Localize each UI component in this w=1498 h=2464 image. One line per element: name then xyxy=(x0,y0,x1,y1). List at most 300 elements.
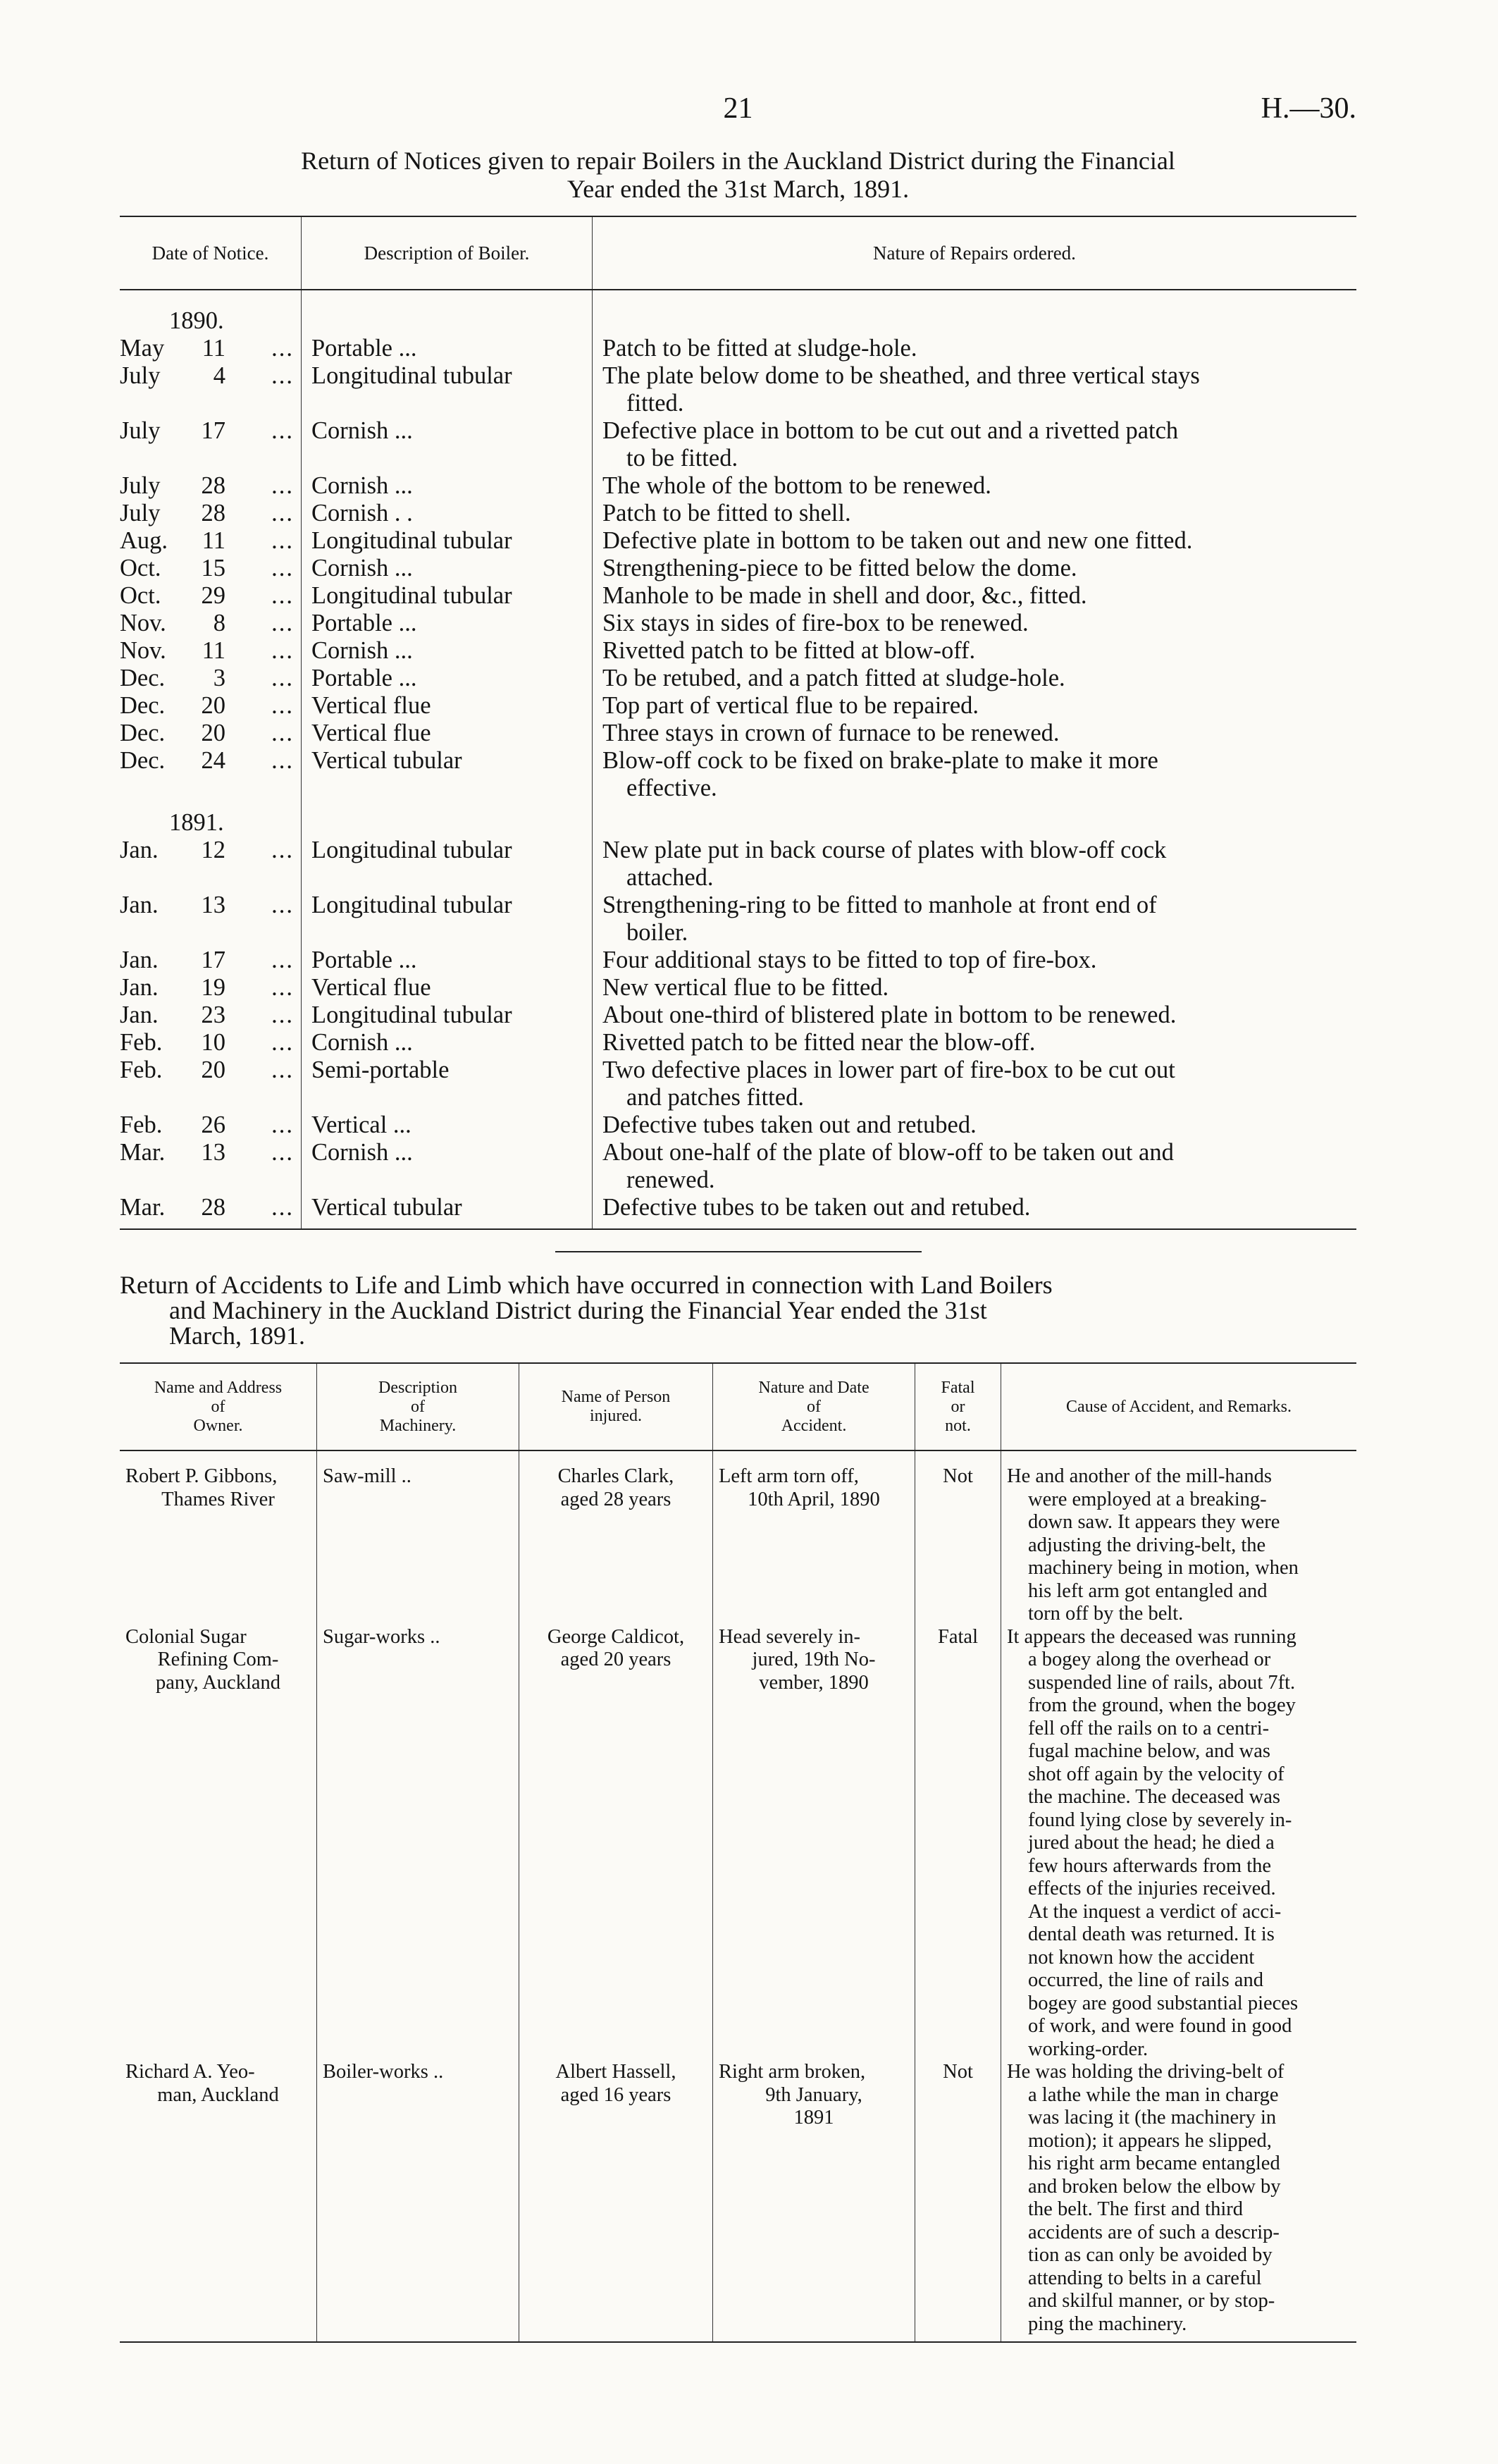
notice-row xyxy=(120,837,1356,892)
remarks-line: fugal machine below, and was xyxy=(1028,1740,1270,1762)
notice-row xyxy=(120,974,1356,1002)
remarks-line: He was holding the driving-belt of xyxy=(1007,2061,1285,2083)
fatal-cell: Not xyxy=(915,2061,1001,2342)
notice-date-line xyxy=(120,417,301,445)
remarks-line: the machine. The deceased was xyxy=(1028,1786,1280,1808)
repairs-ordered xyxy=(593,665,1357,692)
accidents-title xyxy=(120,1272,1356,1348)
empty-cell xyxy=(302,290,593,335)
year-cell xyxy=(120,290,302,335)
notice-date xyxy=(120,1002,302,1029)
boiler-description xyxy=(302,720,593,747)
boiler-description-text: Vertical flue xyxy=(311,720,431,746)
owner-line: pany, Auckland xyxy=(155,1671,281,1694)
machinery-cell: Boiler-works .. xyxy=(317,2061,519,2342)
repairs-line: Six stays in sides of fire-box to be renewed. xyxy=(602,610,1029,636)
remarks-line: a lathe while the man in charge xyxy=(1028,2083,1279,2106)
boiler-description-text: Vertical flue xyxy=(311,692,431,719)
boiler-description-text: Portable ... xyxy=(311,610,417,636)
remarks-line: found lying close by severely in- xyxy=(1028,1809,1292,1831)
remarks-line: jured about the head; he died a xyxy=(1028,1832,1275,1854)
person-line: aged 16 years xyxy=(560,2083,671,2106)
accident-nature-line: jured, 19th No- xyxy=(752,1649,876,1670)
leader-dots: ... xyxy=(271,335,294,362)
boiler-description xyxy=(302,582,593,610)
remarks-line: He and another of the mill-hands xyxy=(1007,1465,1272,1487)
repairs-ordered xyxy=(593,555,1357,582)
remarks-line: his left arm got entangled and xyxy=(1028,1579,1268,1602)
notice-date-line xyxy=(120,1002,301,1029)
boiler-description-text: Vertical flue xyxy=(311,974,431,1001)
accident-nature-line: 10th April, 1890 xyxy=(748,1488,880,1510)
column-header xyxy=(915,1363,1001,1450)
notice-day: 17 xyxy=(201,947,225,973)
notice-row xyxy=(120,665,1356,692)
boiler-description-text: Longitudinal tubular xyxy=(311,1002,512,1028)
repairs-line: New vertical flue to be fitted. xyxy=(602,974,889,1001)
notice-day: 17 xyxy=(201,417,225,444)
repairs-ordered xyxy=(593,362,1357,417)
column-header xyxy=(317,1363,519,1450)
boiler-description-text: Cornish . . xyxy=(311,500,413,526)
notices-table xyxy=(120,216,1356,1230)
repairs-ordered xyxy=(593,527,1357,555)
column-header-line: Name and Address xyxy=(154,1378,283,1397)
repairs-ordered xyxy=(593,1139,1357,1194)
fatal-cell: Fatal xyxy=(915,1626,1001,2062)
notice-date xyxy=(120,637,302,665)
repairs-line: Rivetted patch to be fitted near the blow-off. xyxy=(602,1029,1036,1056)
boiler-description xyxy=(302,665,593,692)
notice-date-line xyxy=(120,1057,301,1084)
boiler-description xyxy=(302,637,593,665)
leader-dots: ... xyxy=(271,362,294,389)
remarks-line: ping the machinery. xyxy=(1028,2312,1187,2335)
accident-nature-line: Right arm broken, xyxy=(719,2061,866,2083)
notice-month: Jan. xyxy=(120,1002,159,1028)
accident-nature-line: vember, 1890 xyxy=(759,1671,869,1694)
column-header-line: Description xyxy=(378,1378,457,1397)
notice-month: Feb. xyxy=(120,1111,163,1138)
column-header-line: Machinery. xyxy=(379,1416,457,1435)
notice-date-line xyxy=(120,555,301,582)
repairs-ordered xyxy=(593,417,1357,472)
notice-day: 20 xyxy=(201,692,225,719)
column-header-line: Accident. xyxy=(781,1416,847,1435)
repairs-ordered xyxy=(593,947,1357,974)
notice-row xyxy=(120,335,1356,362)
notice-date xyxy=(120,527,302,555)
boiler-description-text: Cornish ... xyxy=(311,555,413,581)
remarks-cell xyxy=(1001,1626,1357,2062)
boiler-description-text: Cornish ... xyxy=(311,637,413,664)
remarks-line: down saw. It appears they were xyxy=(1028,1511,1280,1533)
remarks-line: occurred, the line of rails and xyxy=(1028,1969,1263,1991)
leader-dots: ... xyxy=(271,527,294,554)
document-reference: H.—30. xyxy=(1261,92,1356,125)
repairs-line: renewed. xyxy=(626,1166,715,1193)
leader-dots: ... xyxy=(271,472,294,499)
notice-date-line xyxy=(120,582,301,610)
notice-day: 20 xyxy=(201,1057,225,1083)
notice-month: Dec. xyxy=(120,720,166,746)
boiler-description-text: Longitudinal tubular xyxy=(311,837,512,863)
person-line: George Caldicot, xyxy=(547,1625,685,1648)
notice-row xyxy=(120,472,1356,500)
boiler-description-text: Semi-portable xyxy=(311,1057,450,1083)
notices-title-line: Year ended the 31st March, 1891. xyxy=(567,175,910,203)
accident-nature-line: Left arm torn off, xyxy=(719,1465,859,1487)
column-header-line: of xyxy=(807,1397,821,1416)
notice-day: 26 xyxy=(201,1111,225,1138)
notice-date xyxy=(120,665,302,692)
notice-date-line xyxy=(120,1139,301,1166)
boiler-description xyxy=(302,362,593,417)
owner-cell xyxy=(120,1450,317,1626)
repairs-line: Blow-off cock to be fixed on brake-plate to make it more xyxy=(602,747,1158,774)
section-divider xyxy=(555,1251,922,1252)
column-header xyxy=(120,1363,317,1450)
notices-title-line: Return of Notices given to repair Boilers in the Auckland District during the Financial xyxy=(301,147,1175,175)
notice-date-line xyxy=(120,947,301,974)
notice-date-line xyxy=(120,500,301,527)
notice-month: July xyxy=(120,362,161,389)
column-header-line: Cause of Accident, and Remarks. xyxy=(1066,1397,1292,1416)
notice-month: Jan. xyxy=(120,892,159,918)
remarks-line: dental death was returned. It is xyxy=(1028,1923,1275,1945)
person-cell xyxy=(519,2061,713,2342)
notice-day: 3 xyxy=(213,665,225,691)
page-number: 21 xyxy=(723,92,753,125)
repairs-ordered xyxy=(593,747,1357,802)
boiler-description-text: Longitudinal tubular xyxy=(311,892,512,918)
notice-month: Mar. xyxy=(120,1139,166,1166)
notice-row xyxy=(120,500,1356,527)
boiler-description xyxy=(302,1111,593,1139)
notice-date xyxy=(120,500,302,527)
leader-dots: ... xyxy=(271,837,294,863)
boiler-description xyxy=(302,1139,593,1194)
notice-row xyxy=(120,1111,1356,1139)
boiler-description xyxy=(302,527,593,555)
repairs-line: Patch to be fitted at sludge-hole. xyxy=(602,335,917,362)
accident-nature-cell xyxy=(713,1626,915,2062)
leader-dots: ... xyxy=(271,500,294,526)
remarks-cell xyxy=(1001,1450,1357,1626)
repairs-line: About one-half of the plate of blow-off to be taken out and xyxy=(602,1139,1174,1166)
notice-day: 24 xyxy=(201,747,225,774)
repairs-line: fitted. xyxy=(626,390,684,417)
owner-line: Colonial Sugar xyxy=(125,1625,247,1648)
leader-dots: ... xyxy=(271,1194,294,1221)
notice-day: 20 xyxy=(201,720,225,746)
remarks-line: effects of the injuries received. xyxy=(1028,1878,1276,1899)
leader-dots: ... xyxy=(271,582,294,609)
column-header-line: Fatal xyxy=(941,1378,975,1397)
leader-dots: ... xyxy=(271,1139,294,1166)
notice-row xyxy=(120,747,1356,802)
notice-day: 23 xyxy=(201,1002,225,1028)
notice-day: 13 xyxy=(201,1139,225,1166)
leader-dots: ... xyxy=(271,947,294,973)
repairs-ordered xyxy=(593,892,1357,947)
notice-date xyxy=(120,582,302,610)
machinery-cell: Saw-mill .. xyxy=(317,1450,519,1626)
year-row xyxy=(120,802,1356,837)
notice-date xyxy=(120,335,302,362)
remarks-line: the belt. The first and third xyxy=(1028,2198,1243,2220)
leader-dots: ... xyxy=(271,1002,294,1028)
repairs-line: Rivetted patch to be fitted at blow-off. xyxy=(602,637,976,664)
column-header: Date of Notice. xyxy=(120,216,302,290)
column-header: Description of Boiler. xyxy=(302,216,593,290)
notices-body xyxy=(120,290,1356,1229)
remarks-line: was lacing it (the machinery in xyxy=(1028,2107,1277,2129)
notice-date xyxy=(120,720,302,747)
remarks-line: not known how the accident xyxy=(1028,1946,1255,1969)
boiler-description xyxy=(302,555,593,582)
repairs-line: Manhole to be made in shell and door, &c., fitted. xyxy=(602,582,1087,609)
leader-dots: ... xyxy=(271,417,294,444)
column-header xyxy=(713,1363,915,1450)
notice-day: 19 xyxy=(201,974,225,1001)
remarks-line: attending to belts in a careful xyxy=(1028,2267,1262,2289)
boiler-description-text: Portable ... xyxy=(311,665,417,691)
notice-month: Oct. xyxy=(120,555,161,581)
notice-row xyxy=(120,947,1356,974)
notice-date xyxy=(120,947,302,974)
notice-month: Jan. xyxy=(120,974,159,1001)
notice-month: May xyxy=(120,335,165,362)
notice-date xyxy=(120,417,302,472)
notice-row xyxy=(120,610,1356,637)
boiler-description-text: Portable ... xyxy=(311,947,417,973)
notice-month: Nov. xyxy=(120,610,166,636)
accident-nature-cell xyxy=(713,1450,915,1626)
leader-dots: ... xyxy=(271,974,294,1001)
repairs-ordered xyxy=(593,1002,1357,1029)
notice-row xyxy=(120,637,1356,665)
machinery-cell: Sugar-works .. xyxy=(317,1626,519,2062)
repairs-ordered xyxy=(593,1111,1357,1139)
remarks-line: adjusting the driving-belt, the xyxy=(1028,1534,1266,1556)
year-cell xyxy=(120,802,302,837)
column-header: Nature of Repairs ordered. xyxy=(593,216,1357,290)
notice-day: 8 xyxy=(213,610,225,636)
repairs-ordered xyxy=(593,1029,1357,1057)
column-header-line: or xyxy=(951,1397,965,1416)
notice-day: 11 xyxy=(202,335,225,362)
notice-month: Jan. xyxy=(120,947,159,973)
column-header-line: of xyxy=(211,1397,225,1416)
empty-cell xyxy=(593,290,1357,335)
repairs-line: To be retubed, and a patch fitted at sludge-hole. xyxy=(602,665,1065,691)
remarks-line: were employed at a breaking- xyxy=(1028,1488,1267,1510)
notice-date xyxy=(120,692,302,720)
notice-date xyxy=(120,747,302,802)
fatal-cell: Not xyxy=(915,1450,1001,1626)
repairs-line: The plate below dome to be sheathed, and three vertical stays xyxy=(602,362,1200,389)
notice-month: Dec. xyxy=(120,665,166,691)
repairs-ordered xyxy=(593,472,1357,500)
remarks-cell xyxy=(1001,2061,1357,2342)
accident-row xyxy=(120,2061,1356,2342)
column-header-line: Owner. xyxy=(193,1416,243,1435)
notice-day: 15 xyxy=(201,555,225,581)
repairs-line: and patches fitted. xyxy=(626,1084,804,1111)
notice-month: July xyxy=(120,417,161,444)
leader-dots: ... xyxy=(271,1057,294,1083)
owner-line: Refining Com- xyxy=(157,1649,279,1670)
repairs-line: About one-third of blistered plate in bottom to be renewed. xyxy=(602,1002,1177,1028)
repairs-ordered xyxy=(593,637,1357,665)
remarks-line: At the inquest a verdict of acci- xyxy=(1028,1900,1282,1923)
remarks-line: It appears the deceased was running xyxy=(1007,1625,1296,1648)
year-label: 1890. xyxy=(169,307,224,334)
repairs-line: Defective plate in bottom to be taken out and new one fitted. xyxy=(602,527,1193,554)
notice-month: Aug. xyxy=(120,527,168,554)
notice-day: 29 xyxy=(201,582,225,609)
notice-date-line xyxy=(120,720,301,747)
empty-cell xyxy=(593,802,1357,837)
boiler-description-text: Vertical tubular xyxy=(311,1194,462,1221)
notice-row xyxy=(120,1002,1356,1029)
notice-date xyxy=(120,837,302,892)
notice-date-line xyxy=(120,665,301,692)
boiler-description xyxy=(302,974,593,1002)
boiler-description-text: Longitudinal tubular xyxy=(311,582,512,609)
remarks-line: a bogey along the overhead or xyxy=(1028,1649,1271,1670)
page-header xyxy=(120,92,1356,134)
person-line: Charles Clark, xyxy=(557,1465,674,1487)
notice-date xyxy=(120,1194,302,1229)
notice-row xyxy=(120,1139,1356,1194)
remarks-line: working-order. xyxy=(1028,2038,1149,2060)
notice-date-line xyxy=(120,974,301,1002)
notice-day: 28 xyxy=(201,1194,225,1221)
repairs-line: attached. xyxy=(626,864,714,891)
notice-date xyxy=(120,610,302,637)
remarks-line: shot off again by the velocity of xyxy=(1028,1763,1285,1785)
notice-month: Feb. xyxy=(120,1029,163,1056)
leader-dots: ... xyxy=(271,720,294,746)
repairs-line: New plate put in back course of plates with blow-off cock xyxy=(602,837,1167,863)
leader-dots: ... xyxy=(271,1029,294,1056)
notice-date xyxy=(120,1139,302,1194)
notice-month: Dec. xyxy=(120,747,166,774)
repairs-line: Two defective places in lower part of fire-box to be cut out xyxy=(602,1057,1175,1083)
notice-month: July xyxy=(120,500,161,526)
boiler-description xyxy=(302,610,593,637)
repairs-line: The whole of the bottom to be renewed. xyxy=(602,472,991,499)
person-line: aged 20 years xyxy=(560,1649,671,1670)
leader-dots: ... xyxy=(271,892,294,918)
column-header xyxy=(519,1363,713,1450)
boiler-description xyxy=(302,1002,593,1029)
repairs-line: Strengthening-piece to be fitted below the dome. xyxy=(602,555,1077,581)
notice-date-line xyxy=(120,1029,301,1057)
repairs-line: Strengthening-ring to be fitted to manhole at front end of xyxy=(602,892,1157,918)
remarks-line: machinery being in motion, when xyxy=(1028,1557,1299,1579)
boiler-description xyxy=(302,837,593,892)
accident-nature-line: Head severely in- xyxy=(719,1625,860,1648)
notice-date-line xyxy=(120,637,301,665)
accident-row xyxy=(120,1626,1356,2062)
accidents-title-line: and Machinery in the Auckland District during the Financial Year ended the 31st xyxy=(169,1296,987,1324)
notice-date xyxy=(120,555,302,582)
owner-line: man, Auckland xyxy=(157,2083,279,2106)
notice-date xyxy=(120,974,302,1002)
notice-date-line xyxy=(120,1111,301,1139)
notice-date xyxy=(120,362,302,417)
remarks-line: from the ground, when the bogey xyxy=(1028,1694,1296,1716)
person-cell xyxy=(519,1450,713,1626)
notice-row xyxy=(120,362,1356,417)
notice-day: 10 xyxy=(201,1029,225,1056)
repairs-ordered xyxy=(593,692,1357,720)
boiler-description-text: Cornish ... xyxy=(311,1029,413,1056)
notice-day: 28 xyxy=(201,500,225,526)
remarks-line: tion as can only be avoided by xyxy=(1028,2244,1273,2266)
notice-month: Feb. xyxy=(120,1057,163,1083)
leader-dots: ... xyxy=(271,637,294,664)
column-header xyxy=(1001,1363,1357,1450)
repairs-line: effective. xyxy=(626,775,717,801)
person-cell xyxy=(519,1626,713,2062)
owner-cell xyxy=(120,2061,317,2342)
boiler-description xyxy=(302,692,593,720)
notice-month: Mar. xyxy=(120,1194,166,1221)
column-header-line: Nature and Date xyxy=(758,1378,869,1397)
accidents-table xyxy=(120,1362,1356,2343)
notice-date xyxy=(120,892,302,947)
notice-row xyxy=(120,417,1356,472)
notice-day: 28 xyxy=(201,472,225,499)
notice-date-line xyxy=(120,892,301,919)
remarks-line: and broken below the elbow by xyxy=(1028,2175,1281,2198)
leader-dots: ... xyxy=(271,692,294,719)
remarks-line: torn off by the belt. xyxy=(1028,1603,1184,1625)
repairs-line: Four additional stays to be fitted to top of fire-box. xyxy=(602,947,1097,973)
notice-row xyxy=(120,1057,1356,1111)
column-header-line: injured. xyxy=(590,1407,642,1425)
notice-date-line xyxy=(120,527,301,555)
boiler-description-text: Vertical ... xyxy=(311,1111,411,1138)
accident-nature-line: 9th January, xyxy=(765,2083,862,2106)
notice-row xyxy=(120,892,1356,947)
notice-day: 11 xyxy=(202,527,225,554)
owner-cell xyxy=(120,1626,317,2062)
notice-day: 13 xyxy=(201,892,225,918)
owner-line: Thames River xyxy=(161,1488,275,1510)
boiler-description xyxy=(302,1029,593,1057)
boiler-description-text: Vertical tubular xyxy=(311,747,462,774)
notice-date xyxy=(120,1057,302,1111)
repairs-ordered xyxy=(593,720,1357,747)
notice-date-line xyxy=(120,472,301,500)
notice-date-line xyxy=(120,362,301,390)
notice-row xyxy=(120,692,1356,720)
remarks-line: bogey are good substantial pieces xyxy=(1028,1992,1299,2014)
notice-date-line xyxy=(120,747,301,775)
notices-header-row xyxy=(120,216,1356,290)
remarks-line: his right arm became entangled xyxy=(1028,2152,1280,2174)
notice-row xyxy=(120,582,1356,610)
document-page xyxy=(120,92,1356,2343)
boiler-description-text: Cornish ... xyxy=(311,472,413,499)
notice-row xyxy=(120,1194,1356,1229)
year-label: 1891. xyxy=(169,809,224,836)
